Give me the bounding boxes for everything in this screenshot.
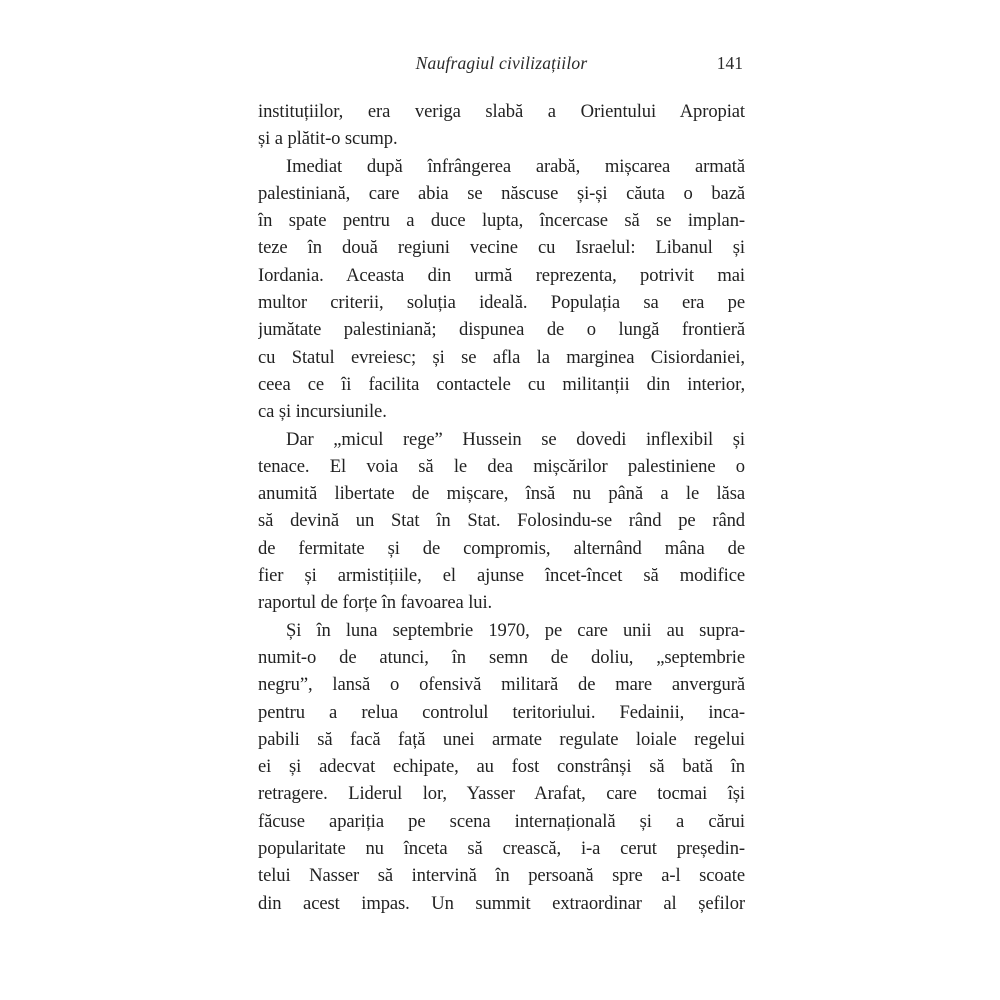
page-header [258,52,745,75]
text-line: Imediat după înfrângerea arabă, mișcarea armată [286,155,745,177]
text-line: de fermitate și de compromis, alternând mâna de [258,537,745,559]
text-line: Iordania. Aceasta din urmă reprezenta, potrivit mai [258,264,745,286]
text-line: negru”, lansă o ofensivă militară de mare anvergură [258,674,745,696]
text-line: palestiniană, care abia se născuse și-și căuta o bază [258,182,745,204]
text-line: retragere. Liderul lor, Yasser Arafat, care tocmai își [258,783,745,805]
text-line: multor criterii, soluția ideală. Populația sa era pe [258,292,745,314]
text-line: din acest impas. Un summit extraordinar al șefilor [258,892,745,914]
text-line: și a plătit-o scump. [258,128,398,150]
text-line: în spate pentru a duce lupta, încercase să se implan- [258,210,745,232]
text-line: să devină un Stat în Stat. Folosindu-se rând pe rând [258,510,745,532]
text-line: anumită libertate de mișcare, însă nu până a le lăsa [258,483,745,505]
text-line: făcuse apariția pe scena internațională și a cărui [258,810,745,832]
text-line: pabili să facă față unei armate regulate loiale regelui [258,728,745,750]
paragraph [258,617,745,917]
page-number: 141 [716,53,743,73]
text-line: telui Nasser să intervină în persoană spre a-l scoate [258,865,745,887]
text-line: tenace. El voia să le dea mișcărilor palestiniene o [258,455,745,477]
text-line: ceea ce îi facilita contactele cu militanții din interior, [258,373,745,395]
body-text [258,98,745,917]
paragraph [258,98,745,153]
running-title: Naufragiul civilizațiilor [415,53,588,73]
paragraph [258,153,745,426]
text-line: cu Statul evreiesc; și se afla la marginea Cisiordaniei, [258,346,745,368]
text-line: numit-o de atunci, în semn de doliu, „septembrie [258,646,745,668]
text-line: ca și incursiunile. [258,401,387,423]
text-line: teze în două regiuni vecine cu Israelul: Libanul și [258,237,745,259]
text-line: raportul de forțe în favoarea lui. [258,592,493,614]
text-line: popularitate nu înceta să crească, i-a cerut președin- [258,838,745,860]
text-line: instituțiilor, era veriga slabă a Orientului Apropiat [258,101,745,122]
paragraph [258,426,745,617]
text-line: jumătate palestiniană; dispunea de o lungă frontieră [258,319,745,341]
text-line: Dar „micul rege” Hussein se dovedi inflexibil și [286,428,745,450]
text-block [258,52,745,917]
text-line: fier și armistițiile, el ajunse încet-încet să modifice [258,565,745,587]
text-line: pentru a relua controlul teritoriului. Fedainii, inca- [258,701,745,723]
text-line: ei și adecvat echipate, au fost constrânși să bată în [258,756,745,778]
text-line: Și în luna septembrie 1970, pe care unii au supra- [286,619,745,641]
